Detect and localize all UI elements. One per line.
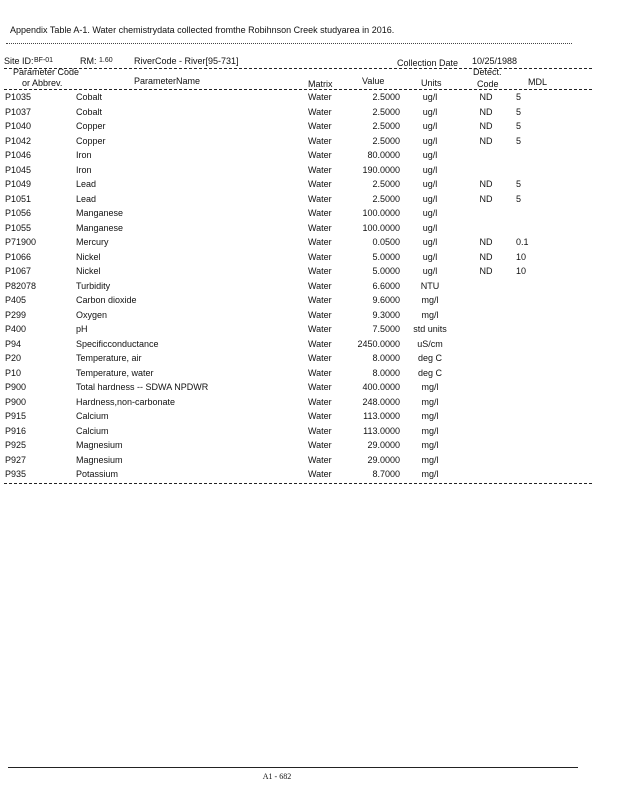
cell-matrix: Water [308,208,332,218]
cell-code: P1056 [5,208,32,218]
column-detect-line1: Detect. [473,67,502,77]
cell-units: ug/l [422,193,438,204]
cell-name: Oxygen [76,309,108,320]
cell-code: P916 [5,425,27,436]
cell-matrix: Water [308,237,332,247]
cell-mdl: 5 [516,179,522,189]
cell-value: 29.0000 [367,454,400,465]
cell-value: 2.5000 [372,121,400,131]
cell-matrix: Water [308,121,332,131]
table-row [0,208,618,223]
cell-matrix: Water [308,338,332,349]
cell-mdl: 10 [516,251,527,262]
table-row [0,136,618,151]
column-parameter-name: ParameterName [134,76,201,86]
cell-code: P925 [5,440,27,450]
cell-value: 190.0000 [362,164,400,175]
cell-value: 5.0000 [372,266,400,276]
cell-mdl: 5 [516,135,522,146]
cell-mdl: 5 [516,193,522,204]
table-row [0,426,618,441]
table-row [0,382,618,397]
cell-units: NTU [420,280,440,291]
cell-detect: ND [479,135,493,146]
cell-value: 113.0000 [363,425,400,436]
cell-name: Specificconductance [76,338,159,349]
cell-units: mg/l [421,469,439,479]
cell-name: Cobalt [76,106,103,117]
collection-date-label: Collection Date [397,58,459,68]
cell-units: ug/l [422,266,438,276]
cell-value: 2.5000 [372,193,400,204]
cell-value: 80.0000 [367,150,400,160]
cell-name: pH [76,324,88,334]
cell-name: Lead [76,179,97,189]
cell-code: P927 [5,454,27,465]
cell-code: P299 [5,309,27,320]
cell-units: deg C [417,353,443,363]
cell-units: ug/l [422,251,438,262]
cell-value: 5.0000 [372,251,400,262]
cell-units: ug/l [422,92,438,102]
cell-value: 400.0000 [362,382,400,392]
column-code-line1: Parameter Code [13,67,80,77]
cell-name: Iron [76,164,92,175]
cell-name: Copper [76,135,106,146]
table-row [0,92,618,107]
cell-matrix: Water [308,280,332,291]
table-row [0,469,618,484]
cell-name: Calcium [76,425,109,436]
cell-name: Temperature, water [76,367,154,378]
cell-code: P1040 [5,121,32,131]
cell-matrix: Water [308,382,332,392]
cell-detect: ND [479,179,493,189]
cell-code: P400 [5,324,27,334]
cell-units: deg C [417,367,443,378]
table-row [0,339,618,354]
cell-value: 8.7000 [372,469,400,479]
cell-code: P1045 [5,164,32,175]
cell-units: mg/l [421,295,439,305]
cell-code: P1049 [5,179,32,189]
cell-matrix: Water [308,222,332,233]
cell-detect: ND [479,92,493,102]
cell-code: P1037 [5,106,32,117]
cell-value: 8.0000 [372,367,400,378]
cell-value: 6.6000 [372,280,400,291]
cell-units: mg/l [421,440,439,450]
cell-matrix: Water [308,106,332,117]
cell-code: P1055 [5,222,32,233]
cell-matrix: Water [308,469,332,479]
column-detect-line2: Code [477,79,499,89]
cell-value: 100.0000 [362,222,400,233]
cell-matrix: Water [308,179,332,189]
cell-name: Nickel [76,266,101,276]
column-value: Value [362,76,385,86]
cell-units: ug/l [422,150,438,160]
cell-name: Manganese [76,208,124,218]
cell-matrix: Water [308,92,332,102]
cell-matrix: Water [308,164,332,175]
title-divider [6,43,572,44]
cell-matrix: Water [308,266,332,276]
cell-value: 8.0000 [372,353,400,363]
cell-code: P900 [5,382,27,392]
cell-name: Nickel [76,251,101,262]
column-code-line2: or Abbrev. [22,78,63,88]
table-row [0,324,618,339]
column-mdl: MDL [528,77,548,87]
cell-mdl: 5 [516,92,522,102]
cell-name: Iron [76,150,92,160]
cell-name: Magnesium [76,454,123,465]
cell-units: uS/cm [417,338,443,349]
cell-value: 9.6000 [372,295,400,305]
cell-units: ug/l [422,164,438,175]
cell-detect: ND [479,106,493,117]
column-matrix: Matrix [308,79,333,89]
cell-units: mg/l [421,309,439,320]
cell-name: Copper [76,121,106,131]
cell-code: P20 [5,353,22,363]
cell-matrix: Water [308,440,332,450]
header-divider-bottom [4,89,592,90]
table-row [0,353,618,368]
cell-matrix: Water [308,367,332,378]
cell-units: mg/l [421,396,439,407]
cell-matrix: Water [308,295,332,305]
cell-value: 2450.0000 [357,338,400,349]
cell-name: Temperature, air [76,353,142,363]
header-divider-top [4,68,592,69]
collection-date-value: 10/25/1988 [472,56,518,66]
cell-value: 9.3000 [372,309,400,320]
cell-name: Mercury [76,237,109,247]
table-row [0,281,618,296]
river-code: RiverCode - River[95-731] [134,56,239,66]
cell-detect: ND [479,237,493,247]
cell-value: 29.0000 [367,440,400,450]
cell-name: Carbon dioxide [76,295,137,305]
cell-name: Cobalt [76,92,103,102]
table-row [0,440,618,455]
cell-value: 2.5000 [372,135,400,146]
cell-code: P94 [5,338,22,349]
cell-name: Manganese [76,222,124,233]
cell-code: P1035 [5,92,32,102]
cell-units: mg/l [421,454,439,465]
cell-name: Total hardness -- SDWA NPDWR [76,382,209,392]
cell-code: P1067 [5,266,32,276]
cell-code: P1066 [5,251,32,262]
river-mile-label: RM: [80,56,97,66]
cell-matrix: Water [308,150,332,160]
cell-code: P1051 [5,193,32,204]
cell-value: 2.5000 [372,106,400,117]
cell-units: mg/l [421,411,439,421]
cell-detect: ND [479,266,493,276]
cell-units: ug/l [422,237,438,247]
cell-matrix: Water [308,411,332,421]
cell-value: 2.5000 [372,179,400,189]
page-number: A1 - 682 [262,772,292,781]
cell-matrix: Water [308,309,332,320]
cell-detect: ND [479,251,493,262]
cell-units: ug/l [422,135,438,146]
cell-matrix: Water [308,396,332,407]
cell-code: P1046 [5,150,32,160]
river-mile-value: 1.60 [99,57,113,64]
cell-mdl: 5 [516,121,522,131]
table-row [0,107,618,122]
cell-mdl: 10 [516,266,527,276]
table-row [0,397,618,412]
cell-detect: ND [479,193,493,204]
cell-matrix: Water [308,324,332,334]
cell-value: 248.0000 [362,396,400,407]
table-row [0,295,618,310]
cell-matrix: Water [308,353,332,363]
cell-value: 7.5000 [372,324,400,334]
table-row [0,121,618,136]
cell-code: P405 [5,295,27,305]
table-row [0,455,618,470]
cell-units: ug/l [422,106,438,117]
cell-name: Potassium [76,469,119,479]
cell-units: mg/l [421,382,439,392]
cell-units: std units [413,324,447,334]
table-row [0,237,618,252]
table-row [0,150,618,165]
cell-matrix: Water [308,135,332,146]
site-id-label: Site ID: [4,56,34,66]
cell-name: Lead [76,193,97,204]
cell-code: P10 [5,367,22,378]
table-row [0,266,618,281]
cell-units: ug/l [422,121,438,131]
cell-matrix: Water [308,193,332,204]
cell-code: P915 [5,411,27,421]
table-row [0,252,618,267]
cell-matrix: Water [308,425,332,436]
column-units: Units [421,78,442,88]
cell-code: P935 [5,469,27,479]
table-row [0,179,618,194]
cell-mdl: 5 [516,106,522,117]
cell-value: 100.0000 [362,208,400,218]
cell-detect: ND [479,121,493,131]
cell-name: Magnesium [76,440,123,450]
cell-matrix: Water [308,454,332,465]
cell-name: Hardness,non-carbonate [76,396,176,407]
cell-units: ug/l [422,222,438,233]
footer-rule [8,767,578,768]
cell-code: P82078 [5,280,37,291]
cell-units: mg/l [421,425,439,436]
cell-value: 0.0500 [372,237,400,247]
cell-value: 113.0000 [363,411,400,421]
table-row [0,194,618,209]
table-row [0,368,618,383]
cell-matrix: Water [308,251,332,262]
cell-code: P71900 [5,237,37,247]
cell-code: P900 [5,396,27,407]
table-row [0,165,618,180]
cell-name: Turbidity [76,280,111,291]
cell-mdl: 0.1 [516,237,529,247]
table-row [0,411,618,426]
cell-units: ug/l [422,179,438,189]
table-end-divider [4,483,592,484]
cell-value: 2.5000 [372,92,400,102]
cell-units: ug/l [422,208,438,218]
table-row [0,223,618,238]
site-id-value: BF-01 [34,57,54,64]
table-title: Appendix Table A-1. Water chemistrydata collected fromthe Robihnson Creek studyarea in 2016. [10,25,395,35]
table-row [0,310,618,325]
cell-name: Calcium [76,411,109,421]
cell-code: P1042 [5,135,32,146]
